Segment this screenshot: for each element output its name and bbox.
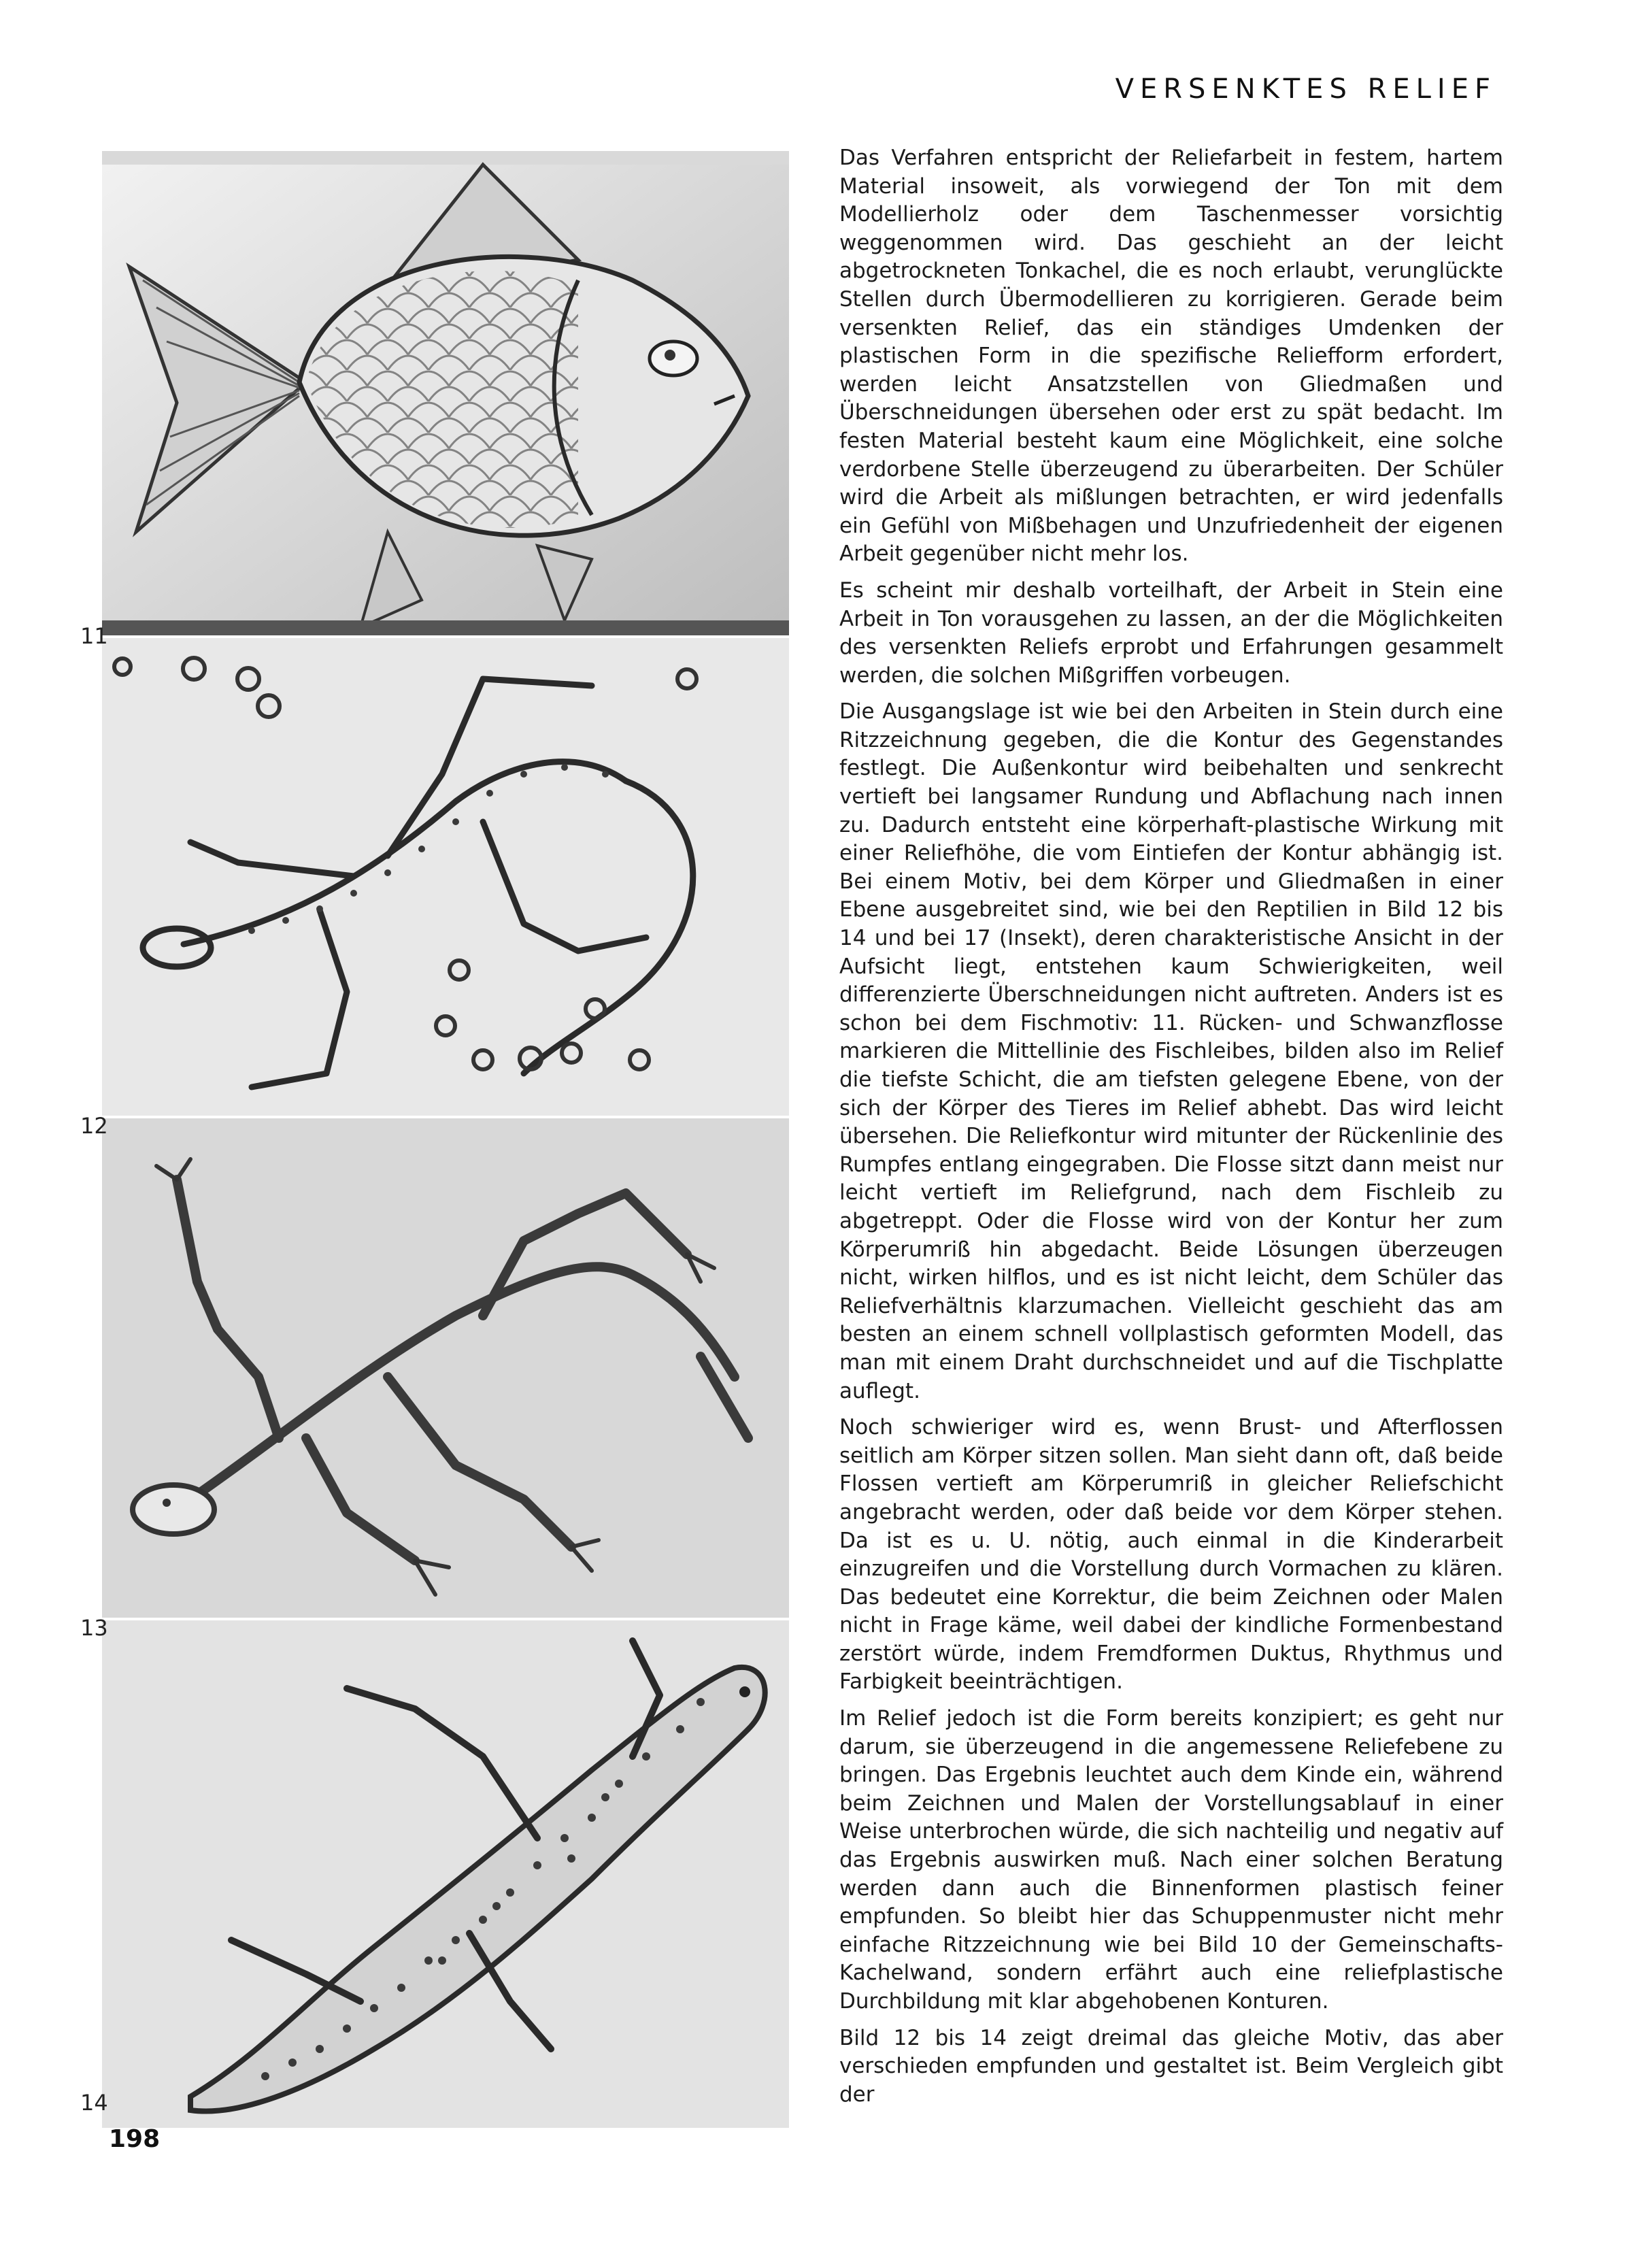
- paragraph: Es scheint mir deshalb vorteilhaft, der Arbeit in Stein eine Arbeit in Ton vorausgehen zu lassen, an der die Möglichkeiten des versenkten Reliefs erprobt und Erfahrungen gesammelt werden, die solchen Mißgriffen vorbeugen.: [839, 578, 1503, 688]
- body-text-column: [839, 144, 1503, 2117]
- lizard-relief-image-12: [102, 638, 789, 1116]
- lizard-relief-image-14: [102, 1620, 789, 2128]
- figure-number-12: 12: [80, 1113, 108, 1139]
- figure-number-13: 13: [80, 1615, 108, 1641]
- figure-12-lizard-relief: [102, 638, 789, 1116]
- paragraph: Im Relief jedoch ist die Form bereits konzipiert; es geht nur darum, sie überzeugend in die angemessene Reliefebene zu bringen. Das Ergebnis leuchtet auch dem Kinde ein, während beim Zeichnen und Malen der Vorstellungsablauf in einer Weise unterbrochen würde, die sich nachteilig und negativ auf das Ergebnis auswirken muß. Nach einer solchen Beratung werden dann auch die Binnenformen plastisch feiner empfunden. So bleibt hier das Schuppenmuster nicht mehr einfache Ritzzeichnung wie bei Bild 10 der Gemeinschafts-Kachelwand, sondern erfährt auch eine reliefplastische Durchbildung mit klar abgehobenen Konturen.: [839, 1706, 1503, 2014]
- paragraph: Bild 12 bis 14 zeigt dreimal das gleiche Motiv, das aber verschieden empfunden und gestaltet ist. Beim Vergleich gibt der: [839, 2025, 1503, 2107]
- paragraph: Das Verfahren entspricht der Reliefarbeit in festem, hartem Material insoweit, als vorwiegend der Ton mit dem Modellierholz oder dem Taschenmesser vorsichtig weggenommen wird. Das geschieht an der leicht abgetrockneten Tonkachel, die es noch erlaubt, verunglückte Stellen durch Übermodellieren zu korrigieren. Gerade beim versenkten Relief, das ein ständiges Umdenken der plastischen Form in die spezifische Reliefform erfordert, werden leicht Ansatzstellen von Gliedmaßen und Überschneidungen übersehen oder erst zu spät bedacht. Im festen Material besteht kaum eine Möglichkeit, eine solche verdorbene Stelle überzeugend zu überarbeiten. Der Schüler wird die Arbeit als mißlungen betrachten, er wird jedenfalls ein Gefühl von Mißbehagen und Unzufriedenheit der eigenen Arbeit gegenüber nicht mehr los.: [839, 146, 1503, 567]
- figure-11-fish-relief: [102, 151, 789, 635]
- running-head: VERSENKTES RELIEF: [1115, 73, 1496, 105]
- paragraph: Noch schwieriger wird es, wenn Brust- und Afterflossen seitlich am Körper sitzen sollen. Man sieht dann oft, daß beide Flossen vertieft am Körperumriß in gleicher Reliefschicht angebracht werden, oder daß beide vor dem Körper stehen. Da ist es u. U. nötig, auch einmal in die Kinderarbeit einzugreifen und die Vorstellung durch Vormachen zu klären. Das bedeutet eine Korrektur, die beim Zeichnen oder Malen nicht in Frage käme, weil dabei der kindliche Formenbestand zerstört würde, indem Fremdformen Duktus, Rhythmus und Farbigkeit beeinträchtigen.: [839, 1415, 1503, 1695]
- lizard-relief-image-13: [102, 1118, 789, 1618]
- figure-14-lizard-relief: [102, 1620, 789, 2128]
- paragraph: Die Ausgangslage ist wie bei den Arbeiten in Stein durch eine Ritzzeichnung gegeben, die die Kontur des Gegenstandes festlegt. Die Außenkontur wird beibehalten und senkrecht vertieft bei langsamer Rundung und Abflachung nach innen zu. Dadurch entsteht eine körperhaft-plastische Wirkung mit einer Reliefhöhe, die vom Eintiefen der Kontur abhängig ist. Bei einem Motiv, bei dem Körper und Gliedmaßen in einer Ebene ausgebreitet sind, wie bei den Reptilien in Bild 12 bis 14 und bei 17 (Insekt), deren charakteristische Ansicht in der Aufsicht liegt, entstehen kaum Schwierigkeiten, weil differenzierte Überschneidungen nicht auftreten. Anders ist es schon bei dem Fischmotiv: 11. Rücken- und Schwanzflosse markieren die Mittellinie des Fischleibes, bilden also im Relief die tiefste Schicht, die am tiefsten gelegene Ebene, von der sich der Körper des Tieres im Relief abhebt. Das wird leicht übersehen. Die Reliefkontur wird mitunter der Rückenlinie des Rumpfes entlang eingegraben. Die Flosse sitzt dann meist nur leicht vertieft im Reliefgrund, nach dem Fischleib zu abgetreppt. Oder die Flosse wird von der Kontur her zum Körperumriß hin abgedacht. Beide Lösungen überzeugen nicht, wirken hilflos, und es ist nicht leicht, dem Schüler das Reliefverhältnis klarzumachen. Vielleicht geschieht das am besten an einem schnell vollplastisch geformten Modell, das man mit einem Draht durchschneidet und auf die Tischplatte auflegt.: [839, 699, 1503, 1403]
- page-number: 198: [109, 2125, 161, 2153]
- figure-column: [102, 151, 789, 2128]
- figure-13-lizard-relief: [102, 1118, 789, 1618]
- figure-number-11: 11: [80, 623, 108, 649]
- figure-number-14: 14: [80, 2090, 108, 2116]
- fish-relief-image: [102, 151, 789, 635]
